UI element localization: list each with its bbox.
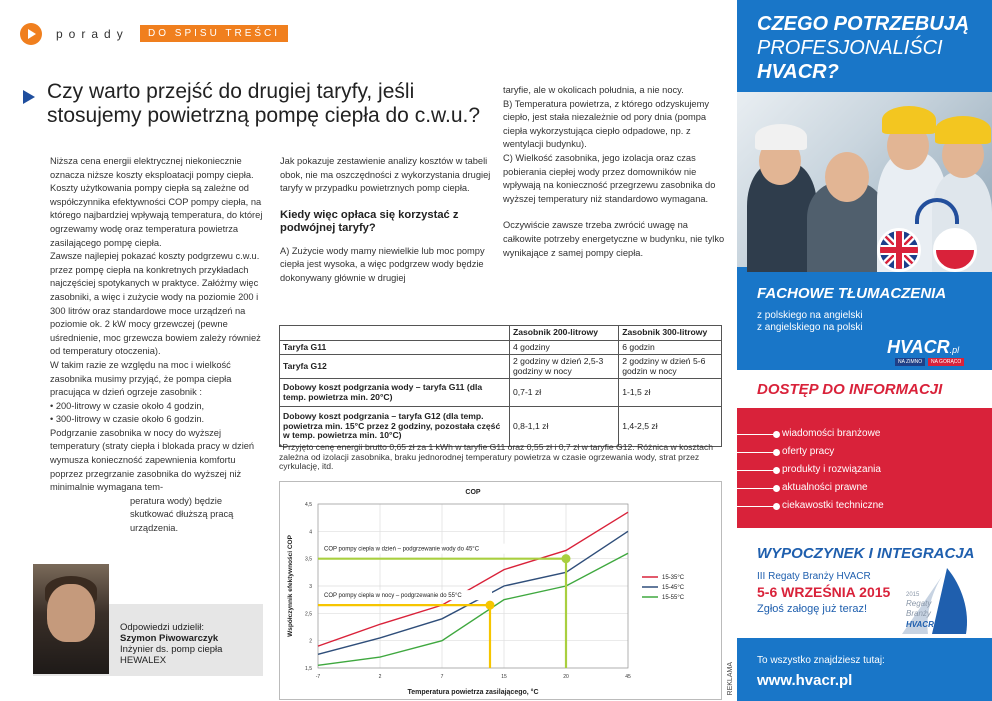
y-tick-label: 4 bbox=[309, 529, 312, 536]
subheading: Kiedy więc opłaca się korzystać z podwójnej taryfy? bbox=[280, 208, 459, 234]
ad-translation-line: z angielskiego na polski bbox=[757, 322, 863, 333]
paragraph: taryfie, ale w okolicach południa, a nie nocy. bbox=[503, 85, 684, 95]
article-column-3 bbox=[503, 84, 725, 260]
x-axis-label: Temperatura powietrza zasilającego, °C bbox=[407, 689, 539, 696]
ad-translations-title: FACHOWE TŁUMACZENIA bbox=[757, 285, 947, 302]
paragraph: A) Zużycie wody mamy niewielkie lub moc pompy ciepła jest wysoka, a więc podgrzew wody będzie dokonywany głównie w drugiej bbox=[280, 245, 485, 283]
play-logo-icon bbox=[20, 23, 42, 45]
table-header-row bbox=[280, 326, 722, 341]
annotation-label: COP pompy ciepła w dzień – podgrzewanie wody do 45°C bbox=[324, 546, 480, 553]
table-row-label: Taryfa G11 bbox=[280, 340, 510, 355]
y-tick-label: 1,5 bbox=[305, 666, 312, 672]
hvacr-logo bbox=[887, 337, 959, 358]
hvacr-logo-text: HVACR bbox=[887, 337, 950, 357]
x-tick-label: 2 bbox=[378, 674, 382, 680]
x-tick-label: 45 bbox=[625, 674, 631, 680]
ad-event-cta[interactable]: Zgłoś załogę już teraz! bbox=[757, 603, 868, 615]
series-line bbox=[318, 512, 628, 646]
table-cell: 1-1,5 zł bbox=[619, 379, 722, 407]
annotation-point bbox=[562, 554, 571, 563]
ad-event-title: WYPOCZYNEK I INTEGRACJA bbox=[757, 545, 975, 562]
paragraph: Oczywiście zawsze trzeba zwrócić uwagę na całkowite potrzeby energetyczne w budynku, nie tylko wynikające z samej pompy ciepła. bbox=[503, 220, 725, 258]
x-tick-label: 20 bbox=[563, 674, 569, 680]
paragraph: Jak pokazuje zestawienie analizy kosztów w tabeli obok, nie ma oszczędności z wykorzystania drugiej taryfy w przypadku powietrznych pomp ciepła. bbox=[280, 156, 491, 194]
sail-text: Regaty bbox=[906, 599, 932, 608]
y-tick-label: 2,5 bbox=[305, 611, 312, 618]
cost-table bbox=[279, 325, 722, 447]
ad-tagline: To wszystko znajdziesz tutaj: bbox=[757, 655, 885, 666]
table-cell: 0,7-1 zł bbox=[510, 379, 619, 407]
ad-headline-line: CZEGO POTRZEBUJĄ bbox=[757, 13, 970, 35]
annotation-label: COP pompy ciepła w nocy – podgrzewanie do 55°C bbox=[324, 593, 462, 600]
y-tick-label: 4,5 bbox=[305, 502, 312, 508]
paragraph: B) Temperatura powietrza, z którego odzyskujemy ciepło, jest stała niezależnie od pory dnia (pompa ciepła wykorzystująca ciepło odpadowe, np. z wentylacji budynku). bbox=[503, 98, 709, 150]
ad-headline bbox=[757, 12, 987, 84]
table-row bbox=[280, 379, 722, 407]
paragraph: Zawsze najlepiej pokazać koszty podgrzewu c.w.u. przez pompę ciepła na konkretnych przykładach najczęściej spotykanych w praktyce. Załóżmy więc zasobniki, a więc i zużycie wody na poziomie 200 i 300 litrów oraz standardowe moce urządzeń na poziomie ok. 2 kW mocy grzewczej (pewne uśrednienie, moc grzewcza bowiem zależy również od temperatury otoczenia). bbox=[50, 251, 261, 357]
y-tick-label: 2 bbox=[309, 638, 312, 645]
pl-flag-icon bbox=[933, 228, 977, 272]
hvacr-advert[interactable] bbox=[737, 0, 992, 701]
ad-info-title: DOSTĘP DO INFORMACJI bbox=[757, 381, 943, 398]
section-rubric: porady bbox=[56, 27, 129, 41]
ad-info-item: ciekawostki techniczne bbox=[782, 500, 884, 511]
series-line bbox=[318, 553, 628, 665]
table-row bbox=[280, 355, 722, 379]
ad-event-name: III Regaty Branży HVACR bbox=[757, 571, 871, 582]
triangle-bullet-icon bbox=[23, 90, 35, 104]
ad-headline-line: PROFESJONALIŚCI bbox=[757, 37, 943, 59]
x-tick-label: 15 bbox=[501, 674, 507, 680]
paragraph: Niższa cena energii elektrycznej niekoniecznie oznacza niższe koszty eksploatacji pompy ciepła. Koszty użytkowania pompy ciepła są zależne od współczynnika efektywności COP pompy ciepła, na którego najbardziej wpływają temperatura, do której ogrzewamy wodę oraz temperatura powietrza zasilającego pompę ciepła. bbox=[50, 156, 263, 248]
paragraph: W takim razie ze względu na moc i wielkość zasobnika musimy przyjąć, że pompa ciepła pracująca w dzień ogrzeje zasobnik : bbox=[50, 359, 232, 398]
table-row bbox=[280, 407, 722, 447]
table-row-label: Taryfa G12 bbox=[280, 355, 510, 379]
x-tick-label: 7 bbox=[440, 674, 444, 680]
sail-text: HVACR bbox=[906, 620, 934, 629]
x-tick-label: -7 bbox=[315, 674, 321, 680]
logo-tag: NA ZIMNO bbox=[895, 358, 925, 366]
legend-label: 15-45°C bbox=[662, 585, 685, 591]
logo-tag: NA GORĄCO bbox=[928, 358, 964, 366]
table-header-cell bbox=[280, 326, 510, 341]
paragraph: urządzenia. bbox=[130, 523, 179, 534]
table-cell: 4 godziny bbox=[510, 340, 619, 355]
table-cell: 2 godziny w dzień 5-6 godzin w nocy bbox=[619, 355, 722, 379]
author-role: Inżynier ds. pomp ciepła bbox=[120, 644, 223, 655]
sail-text: Branży bbox=[906, 609, 931, 618]
table-row bbox=[280, 340, 722, 355]
ad-event-date: 5-6 WRZEŚNIA 2015 bbox=[757, 584, 891, 600]
ad-info-list bbox=[737, 408, 992, 528]
paragraph: C) Wielkość zasobnika, jego izolacja oraz czas pobierania ciepłej wody przez domowników nie wpływają na konieczność przegrzewu zasobnika do wyższej temperatury niż standardowo wymagana. bbox=[503, 152, 716, 204]
hvacr-logo-suffix: .pl bbox=[949, 345, 960, 355]
sail-year: 2015 bbox=[906, 592, 920, 598]
ad-info-item: aktualności prawne bbox=[782, 482, 868, 493]
ad-translation-line: z polskiego na angielski bbox=[757, 310, 863, 321]
table-row-label: Dobowy koszt podgrzania wody – taryfa G11 (dla temp. powietrza min. 20°C) bbox=[280, 379, 510, 407]
author-photo bbox=[33, 564, 109, 674]
ad-url-link[interactable]: www.hvacr.pl bbox=[757, 672, 853, 689]
annotation-point bbox=[486, 601, 495, 610]
y-tick-label: 3,5 bbox=[305, 556, 312, 563]
uk-flag-icon bbox=[877, 228, 921, 272]
ad-translations bbox=[757, 310, 863, 334]
ad-headline-line: HVACR? bbox=[757, 61, 839, 83]
table-header-cell: Zasobnik 200-litrowy bbox=[510, 326, 619, 341]
table-header-cell: Zasobnik 300-litrowy bbox=[619, 326, 722, 341]
list-item: • 200-litrowy w czasie około 4 godzin, bbox=[50, 400, 205, 411]
toc-link-button[interactable]: DO SPISU TREŚCI bbox=[140, 25, 288, 42]
table-cell: 2 godziny w dzień 2,5-3 godziny w nocy bbox=[510, 355, 619, 379]
table-footnote: *Przyjęto cenę energii brutto 0,65 zł za 1 kWh w taryfie G11 oraz 0,55 zł i 0,7 zł w taryfie G12. Różnica w kosztach zależna od izolacji zasobnika, braku jednorodnej temperatury powietrza w czasie ogrzewania wody, strat przez cyrkulację, itd. bbox=[279, 442, 714, 472]
ad-info-item: produkty i rozwiązania bbox=[782, 464, 881, 475]
paragraph: peratura wody) będzie bbox=[130, 495, 222, 506]
article-column-1 bbox=[50, 155, 268, 536]
author-name: Szymon Piwowarczyk bbox=[120, 633, 219, 644]
table-cell: 1,4-2,5 zł bbox=[619, 407, 722, 447]
advert-label: REKLAMA bbox=[727, 662, 734, 696]
author-label: Odpowiedzi udzielił: bbox=[120, 622, 204, 633]
table-cell: 6 godzin bbox=[619, 340, 722, 355]
author-company: HEWALEX bbox=[120, 655, 167, 666]
y-tick-label: 3 bbox=[309, 584, 312, 590]
article-title: Czy warto przejść do drugiej taryfy, jeśli stosujemy powietrzną pompę ciepła do c.w.u.? bbox=[47, 80, 481, 127]
table-cell: 0,8-1,1 zł bbox=[510, 407, 619, 447]
table-row-label: Dobowy koszt podgrzania – taryfa G12 (dla temp. powietrza min. 15°C przez 2 godziny, pozostała część w temp. powietrza min. 10°C) bbox=[280, 407, 510, 447]
ad-info-item: oferty pracy bbox=[782, 446, 835, 457]
ad-info-item: wiadomości branżowe bbox=[782, 428, 881, 439]
chart-title: COP bbox=[465, 489, 481, 496]
cop-chart bbox=[280, 482, 721, 699]
author-credit bbox=[120, 622, 222, 666]
paragraph: skutkować dłuższą pracą bbox=[130, 509, 234, 520]
legend-label: 15-55°C bbox=[662, 595, 685, 601]
list-item: • 300-litrowy w czasie około 6 godzin. bbox=[50, 414, 205, 425]
paragraph: Podgrzanie zasobnika w nocy do wyższej temperatury (straty ciepła i blokada pracy w dzień wymusza konieczność zapewnienia komfortu poprzez przegrzanie zasobnika do wyższej niż minimalnie wymagana tem- bbox=[50, 427, 255, 493]
y-axis-label: Współczynnik efektywności COP bbox=[287, 535, 294, 637]
article-column-2 bbox=[280, 155, 502, 286]
legend-label: 15-35°C bbox=[662, 575, 685, 581]
regatta-sail-logo bbox=[892, 566, 984, 638]
